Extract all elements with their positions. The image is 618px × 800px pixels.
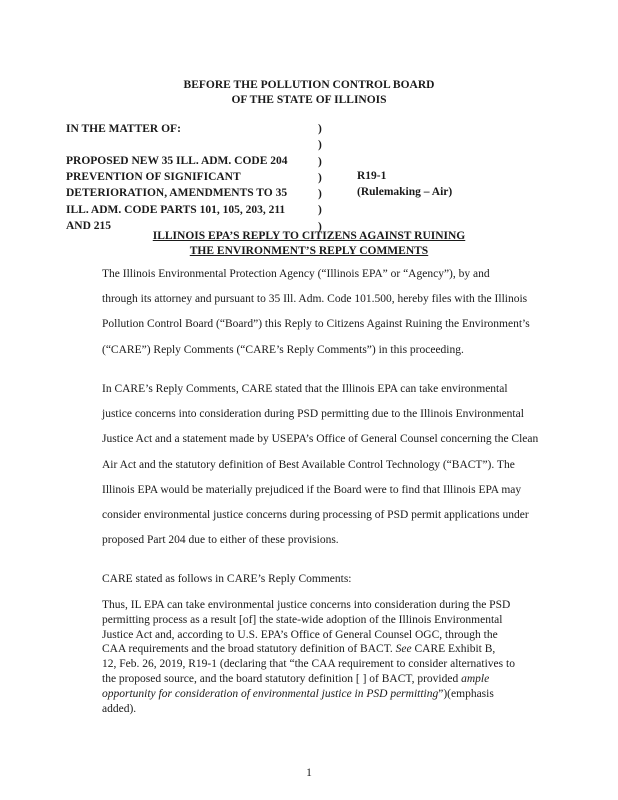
quote-line: the proposed source, and the board statutory definition [ ] of BACT, provided ample bbox=[102, 672, 490, 685]
emphasis: opportunity for consideration of environmental justice in PSD permitting bbox=[102, 687, 439, 700]
text-line: In CARE’s Reply Comments, CARE stated that the Illinois EPA can take environmental bbox=[102, 383, 508, 395]
caption-parentheses bbox=[318, 121, 322, 235]
proposal-line: PROPOSED NEW 35 ILL. ADM. CODE 204 bbox=[66, 154, 288, 167]
text-line: CARE stated as follows in CARE’s Reply Comments: bbox=[102, 573, 352, 585]
emphasis: ample bbox=[461, 672, 490, 685]
text-line: Justice Act and a statement made by USEPA’s Office of General Counsel concerning the Clean bbox=[102, 433, 539, 446]
quote-line: CAA requirements and the broad statutory definition of BACT. See CARE Exhibit B, bbox=[102, 643, 496, 656]
reply-title bbox=[0, 229, 618, 259]
text-line: justice concerns into consideration during PSD permitting due to the Illinois Environmental bbox=[102, 408, 524, 421]
quote-line: Justice Act and, according to U.S. EPA’s Office of General Counsel OGC, through the bbox=[102, 628, 498, 641]
paragraph-quote-intro bbox=[66, 567, 352, 592]
paren: ) bbox=[318, 123, 322, 135]
quote-line: 12, Feb. 26, 2019, R19-1 (declaring that “the CAA requirement to consider alternatives to bbox=[102, 658, 515, 671]
proposal-line: ILL. ADM. CODE PARTS 101, 105, 203, 211 bbox=[66, 203, 286, 216]
paren: ) bbox=[318, 171, 322, 184]
text-line: proposed Part 204 due to either of these provisions. bbox=[102, 534, 339, 547]
text-line: (“CARE”) Reply Comments (“CARE’s Reply Comments”) in this proceeding. bbox=[102, 343, 464, 356]
rulemaking-type: (Rulemaking – Air) bbox=[357, 186, 453, 199]
reply-title-line2: THE ENVIRONMENT’S REPLY COMMENTS bbox=[189, 245, 429, 257]
paren: ) bbox=[318, 188, 322, 201]
paren: ) bbox=[318, 139, 322, 152]
paren: ) bbox=[318, 204, 322, 217]
matter-label: IN THE MATTER OF: bbox=[66, 123, 181, 135]
quote-line: Thus, IL EPA can take environmental justice concerns into consideration during the PSD bbox=[102, 599, 511, 611]
block-quote bbox=[102, 598, 515, 716]
paren: ) bbox=[318, 155, 322, 168]
reply-title-line1: ILLINOIS EPA’S REPLY TO CITIZENS AGAINST RUINING bbox=[152, 230, 466, 242]
quote-line: added). bbox=[102, 702, 137, 715]
board-heading bbox=[0, 78, 618, 108]
paragraph-introduction bbox=[66, 262, 530, 363]
text-line: Air Act and the statutory definition of Best Available Control Technology (“BACT”). The bbox=[102, 458, 515, 471]
proposal-line: PREVENTION OF SIGNIFICANT bbox=[66, 171, 241, 184]
text-line: through its attorney and pursuant to 35 Ill. Adm. Code 101.500, hereby files with the Illinois bbox=[102, 293, 528, 306]
text-line: Pollution Control Board (“Board”) this Reply to Citizens Against Ruining the Environment’s bbox=[102, 318, 530, 331]
text-line: The Illinois Environmental Protection Agency (“Illinois EPA” or “Agency”), by and bbox=[102, 268, 490, 280]
paren: ) bbox=[318, 220, 322, 233]
case-caption bbox=[66, 121, 288, 234]
paragraph-care-statement bbox=[66, 377, 538, 553]
quote-line: permitting process as a result [of] the state-wide adoption of the Illinois Environmental bbox=[102, 613, 503, 626]
docket-info bbox=[357, 168, 452, 201]
proposal-line: AND 215 bbox=[66, 220, 112, 233]
proposal-line: DETERIORATION, AMENDMENTS TO 35 bbox=[66, 187, 288, 200]
see-signal: See bbox=[395, 643, 412, 656]
board-heading-line2: OF THE STATE OF ILLINOIS bbox=[231, 94, 387, 106]
text-line: Illinois EPA would be materially prejudiced if the Board were to find that Illinois EPA may bbox=[102, 483, 522, 496]
text-line: consider environmental justice concerns during processing of PSD permit applications under bbox=[102, 509, 529, 522]
quote-line: opportunity for consideration of environmental justice in PSD permitting”)(emphasis bbox=[102, 687, 494, 700]
page-number: 1 bbox=[306, 767, 312, 779]
docket-number: R19-1 bbox=[357, 170, 387, 182]
board-heading-line1: BEFORE THE POLLUTION CONTROL BOARD bbox=[183, 79, 435, 91]
